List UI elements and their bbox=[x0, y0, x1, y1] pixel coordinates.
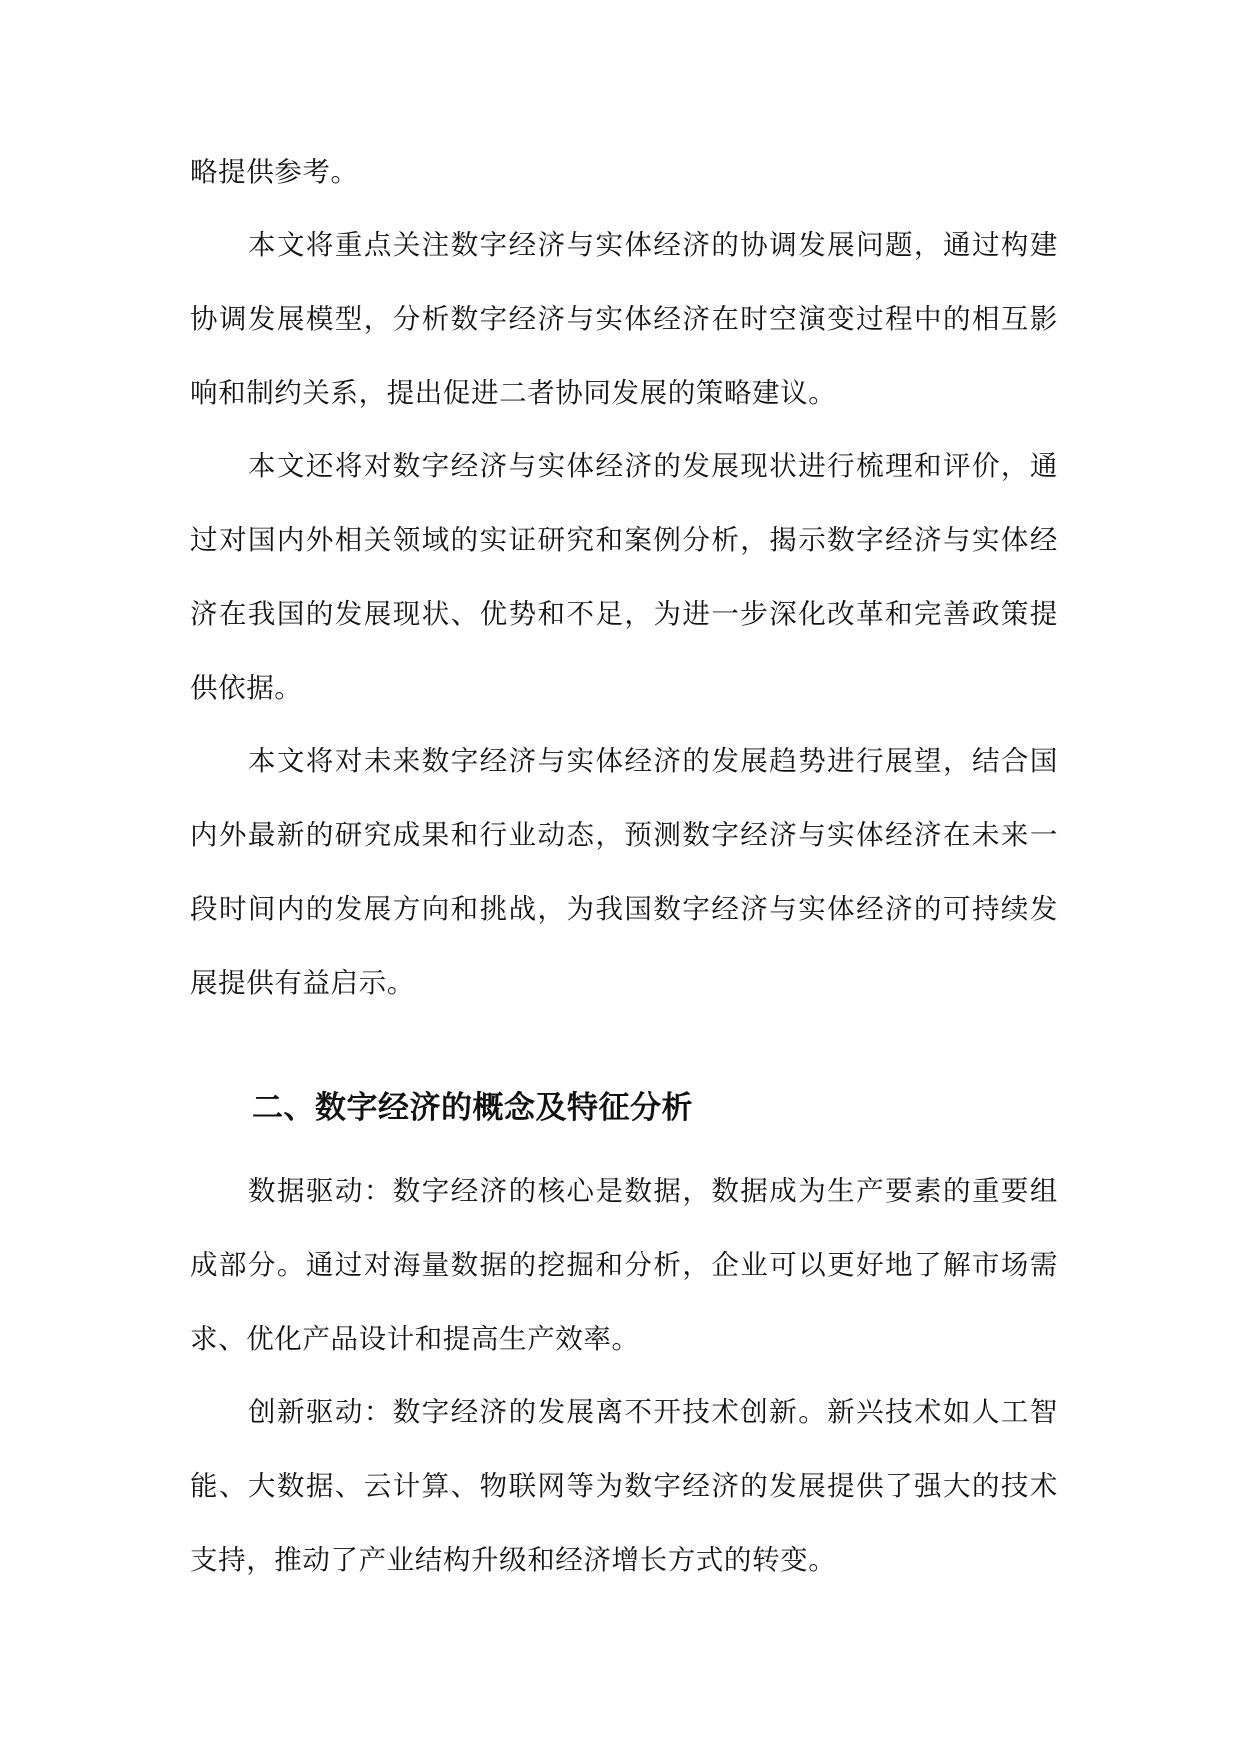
continued-paragraph: 略提供参考。 bbox=[190, 156, 359, 188]
paragraph-data-driven: 数据驱动：数字经济的核心是数据，数据成为生产要素的重要组成部分。通过对海量数据的挖掘和分析，企业可以更好地了解市场需求、优化产品设计和提高生产效率。 bbox=[190, 1175, 1058, 1355]
paragraph-current-status: 本文还将对数字经济与实体经济的发展现状进行梳理和评价，通过对国内外相关领域的实证研究和案例分析，揭示数字经济与实体经济在我国的发展现状、优势和不足，为进一步深化改革和完善政策提供依据。 bbox=[190, 450, 1058, 704]
section-heading: 二、数字经济的概念及特征分析 bbox=[252, 1090, 693, 1126]
paragraph-innovation-driven: 创新驱动：数字经济的发展离不开技术创新。新兴技术如人工智能、大数据、云计算、物联网等为数字经济的发展提供了强大的技术支持，推动了产业结构升级和经济增长方式的转变。 bbox=[190, 1396, 1058, 1576]
paragraph-coordination-model: 本文将重点关注数字经济与实体经济的协调发展问题，通过构建协调发展模型，分析数字经济与实体经济在时空演变过程中的相互影响和制约关系，提出促进二者协同发展的策略建议。 bbox=[190, 229, 1058, 409]
paragraph-future-trends: 本文将对未来数字经济与实体经济的发展趋势进行展望，结合国内外最新的研究成果和行业动态，预测数字经济与实体经济在未来一段时间内的发展方向和挑战，为我国数字经济与实体经济的可持续发展提供有益启示。 bbox=[190, 745, 1058, 999]
